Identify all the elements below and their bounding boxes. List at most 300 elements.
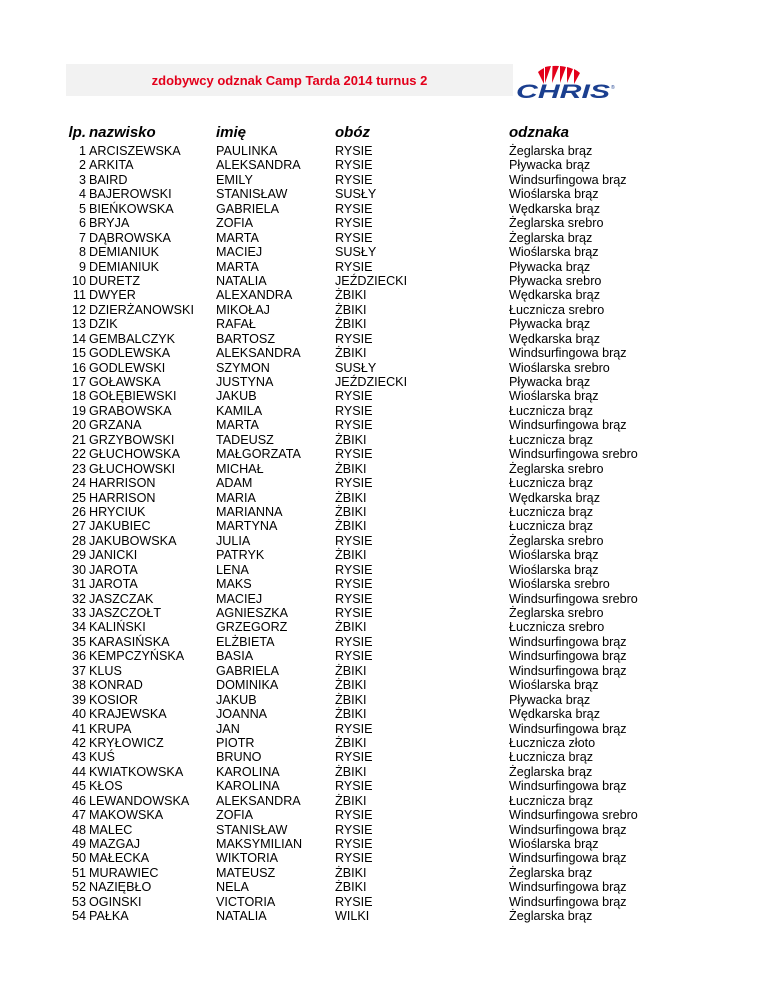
cell-odznaka: Windsurfingowa brąz — [509, 721, 627, 736]
cell-lp: 12 — [71, 302, 86, 317]
cell-oboz: RYSIE — [335, 259, 373, 274]
table-row — [0, 649, 768, 663]
cell-lp: 5 — [78, 201, 86, 216]
cell-oboz: RYSIE — [335, 822, 373, 837]
cell-oboz: ŻBIKI — [335, 302, 367, 317]
cell-imie: ALEKSANDRA — [216, 793, 301, 808]
cell-lp: 19 — [71, 403, 86, 418]
table-row — [0, 779, 768, 793]
table-row — [0, 707, 768, 721]
cell-oboz: ŻBIKI — [335, 288, 367, 303]
cell-odznaka: Wioślarska brąz — [509, 678, 599, 693]
cell-odznaka: Żeglarska srebro — [509, 216, 604, 231]
cell-lp: 43 — [71, 750, 86, 765]
cell-odznaka: Wędkarska brąz — [509, 331, 600, 346]
cell-oboz: RYSIE — [335, 779, 373, 794]
cell-nazwisko: BAIRD — [89, 172, 128, 187]
cell-odznaka: Windsurfingowa srebro — [509, 447, 638, 462]
table-row — [0, 750, 768, 764]
cell-imie: MAŁGORZATA — [216, 447, 301, 462]
cell-odznaka: Windsurfingowa brąz — [509, 822, 627, 837]
cell-odznaka: Windsurfingowa brąz — [509, 880, 627, 895]
cell-oboz: RYSIE — [335, 216, 373, 231]
table-row — [0, 505, 768, 519]
cell-odznaka: Wioślarska brąz — [509, 548, 599, 563]
table-row — [0, 736, 768, 750]
table-row — [0, 216, 768, 230]
cell-oboz: RYSIE — [335, 476, 373, 491]
cell-lp: 7 — [78, 230, 86, 245]
cell-odznaka: Pływacka brąz — [509, 375, 591, 389]
cell-odznaka: Windsurfingowa brąz — [509, 649, 627, 664]
cell-nazwisko: JAKUBIEC — [89, 519, 151, 534]
header-odznaka: odznaka — [509, 124, 570, 141]
cell-oboz: RYSIE — [335, 634, 373, 649]
cell-oboz: ŻBIKI — [335, 519, 367, 534]
cell-odznaka: Pływacka brąz — [509, 317, 591, 332]
cell-oboz: ŻBIKI — [335, 548, 367, 563]
cell-imie: PAULINKA — [216, 144, 278, 158]
cell-lp: 46 — [71, 793, 86, 808]
table-row — [0, 664, 768, 678]
table-row — [0, 693, 768, 707]
table-row — [0, 317, 768, 331]
table-row — [0, 765, 768, 779]
table-row — [0, 288, 768, 302]
cell-nazwisko: DĄBROWSKA — [89, 230, 171, 245]
cell-odznaka: Windsurfingowa brąz — [509, 851, 627, 866]
cell-nazwisko: ARCISZEWSKA — [89, 144, 181, 158]
cell-odznaka: Łucznicza złoto — [509, 735, 596, 750]
cell-lp: 16 — [71, 360, 86, 375]
cell-imie: ADAM — [216, 476, 253, 491]
cell-lp: 48 — [71, 822, 86, 837]
cell-lp: 15 — [71, 346, 86, 361]
cell-lp: 8 — [78, 245, 86, 260]
cell-lp: 34 — [71, 620, 86, 635]
cell-imie: JUSTYNA — [216, 375, 274, 389]
cell-lp: 38 — [71, 678, 86, 693]
cell-oboz: RYSIE — [335, 721, 373, 736]
cell-nazwisko: MAKOWSKA — [89, 808, 164, 823]
table-row — [0, 404, 768, 418]
cell-lp: 11 — [72, 288, 86, 303]
cell-lp: 45 — [71, 779, 86, 794]
cell-nazwisko: GODLEWSKI — [89, 360, 166, 375]
cell-nazwisko: BRYJA — [89, 216, 130, 231]
cell-odznaka: Windsurfingowa brąz — [509, 779, 627, 794]
cell-oboz: RYSIE — [335, 606, 373, 620]
cell-nazwisko: KEMPCZYŃSKA — [89, 649, 185, 664]
cell-odznaka: Żeglarska brąz — [509, 865, 593, 880]
cell-odznaka: Wędkarska brąz — [509, 707, 600, 722]
cell-nazwisko: KRAJEWSKA — [89, 707, 167, 722]
cell-odznaka: Windsurfingowa srebro — [509, 591, 638, 606]
cell-odznaka: Żeglarska srebro — [509, 533, 604, 548]
cell-imie: MAKS — [216, 577, 252, 592]
cell-imie: MARIA — [216, 490, 256, 505]
table-row — [0, 462, 768, 476]
table-row — [0, 476, 768, 490]
cell-imie: BRUNO — [216, 750, 262, 765]
table-row — [0, 447, 768, 461]
cell-imie: NATALIA — [216, 273, 267, 288]
cell-nazwisko: JAROTA — [89, 577, 138, 592]
cell-lp: 28 — [71, 533, 86, 548]
cell-lp: 32 — [71, 591, 86, 606]
cell-odznaka: Windsurfingowa brąz — [509, 634, 627, 649]
cell-imie: GRZEGORZ — [216, 620, 288, 635]
cell-imie: MACIEJ — [216, 245, 263, 260]
table-row — [0, 519, 768, 533]
cell-imie: EMILY — [216, 172, 253, 187]
cell-nazwisko: LEWANDOWSKA — [89, 793, 190, 808]
cell-oboz: ŻBIKI — [335, 735, 367, 750]
cell-imie: NELA — [216, 880, 249, 895]
cell-oboz: ŻBIKI — [335, 461, 367, 476]
cell-nazwisko: MAŁECKA — [89, 851, 150, 866]
header-oboz: obóz — [335, 124, 370, 141]
cell-imie: WIKTORIA — [216, 851, 279, 866]
cell-oboz: JEŹDZIECKI — [335, 273, 408, 288]
cell-oboz: ŻBIKI — [335, 692, 367, 707]
cell-odznaka: Wioślarska srebro — [509, 360, 610, 375]
table-row — [0, 202, 768, 216]
cell-imie: STANISŁAW — [216, 187, 288, 202]
cell-imie: JOANNA — [216, 707, 268, 722]
cell-oboz: SUSŁY — [335, 360, 377, 375]
cell-odznaka: Pływacka srebro — [509, 273, 602, 288]
cell-imie: MACIEJ — [216, 591, 263, 606]
cell-nazwisko: JAKUBOWSKA — [89, 533, 177, 548]
cell-odznaka: Łucznicza srebro — [509, 620, 605, 635]
logo-registered-mark: ® — [611, 85, 615, 91]
cell-lp: 10 — [71, 273, 86, 288]
cell-odznaka: Windsurfingowa brąz — [509, 663, 627, 678]
cell-lp: 35 — [71, 634, 86, 649]
cell-odznaka: Łucznicza brąz — [509, 519, 593, 534]
cell-imie: PIOTR — [216, 735, 255, 750]
cell-oboz: JEŹDZIECKI — [335, 375, 408, 389]
cell-odznaka: Pływacka brąz — [509, 158, 591, 173]
cell-imie: VICTORIA — [216, 894, 276, 909]
cell-odznaka: Wędkarska brąz — [509, 201, 600, 216]
cell-odznaka: Wioślarska brąz — [509, 837, 599, 851]
table-row — [0, 245, 768, 259]
cell-lp: 23 — [71, 461, 86, 476]
cell-imie: BARTOSZ — [216, 331, 276, 346]
cell-imie: KAMILA — [216, 403, 263, 418]
cell-oboz: RYSIE — [335, 331, 373, 346]
cell-lp: 3 — [78, 172, 86, 187]
cell-imie: ZOFIA — [216, 808, 254, 823]
cell-imie: MARTA — [216, 230, 259, 245]
cell-nazwisko: JANICKI — [89, 548, 138, 563]
cell-oboz: RYSIE — [335, 837, 373, 851]
cell-imie: JAKUB — [216, 389, 257, 404]
cell-nazwisko: JAROTA — [89, 562, 138, 577]
cell-lp: 30 — [71, 562, 86, 577]
cell-imie: MIKOŁAJ — [216, 302, 270, 317]
cell-nazwisko: GOŁAWSKA — [89, 375, 161, 389]
table-row — [0, 389, 768, 403]
cell-nazwisko: KUŚ — [89, 750, 115, 765]
table-row — [0, 592, 768, 606]
cell-lp: 13 — [71, 317, 86, 332]
cell-imie: LENA — [216, 562, 249, 577]
cell-imie: BASIA — [216, 649, 254, 664]
table-row — [0, 722, 768, 736]
cell-lp: 9 — [78, 259, 86, 274]
header-lp: lp. — [68, 124, 86, 141]
cell-lp: 49 — [71, 837, 86, 851]
cell-nazwisko: HARRISON — [89, 490, 156, 505]
cell-oboz: RYSIE — [335, 447, 373, 462]
cell-nazwisko: BAJEROWSKI — [89, 187, 172, 202]
cell-lp: 25 — [71, 490, 86, 505]
cell-oboz: RYSIE — [335, 389, 373, 404]
cell-oboz: RYSIE — [335, 201, 373, 216]
cell-imie: MAKSYMILIAN — [216, 837, 303, 851]
cell-oboz: RYSIE — [335, 403, 373, 418]
cell-odznaka: Windsurfingowa brąz — [509, 418, 627, 433]
cell-nazwisko: GRZYBOWSKI — [89, 432, 175, 447]
cell-oboz: ŻBIKI — [335, 678, 367, 693]
table-row — [0, 851, 768, 865]
table-row — [0, 563, 768, 577]
cell-odznaka: Wioślarska brąz — [509, 389, 599, 404]
cell-odznaka: Pływacka brąz — [509, 259, 591, 274]
table-row — [0, 433, 768, 447]
cell-odznaka: Żeglarska brąz — [509, 909, 593, 924]
cell-oboz: ŻBIKI — [335, 663, 367, 678]
cell-imie: JAKUB — [216, 692, 257, 707]
cell-odznaka: Żeglarska srebro — [509, 461, 604, 476]
table-row — [0, 534, 768, 548]
cell-oboz: ŻBIKI — [335, 880, 367, 895]
table-row — [0, 635, 768, 649]
cell-nazwisko: GŁUCHOWSKA — [89, 447, 180, 462]
cell-odznaka: Żeglarska brąz — [509, 144, 593, 158]
table-row — [0, 880, 768, 894]
cell-imie: KAROLINA — [216, 764, 280, 779]
cell-odznaka: Żeglarska srebro — [509, 606, 604, 620]
cell-imie: KAROLINA — [216, 779, 280, 794]
cell-nazwisko: GOŁĘBIEWSKI — [89, 389, 177, 404]
header-imie: imię — [216, 124, 247, 141]
cell-imie: MARIANNA — [216, 504, 283, 519]
cell-imie: JULIA — [216, 533, 251, 548]
cell-nazwisko: KARASIŃSKA — [89, 634, 170, 649]
cell-lp: 47 — [71, 808, 86, 823]
cell-imie: MARTYNA — [216, 519, 278, 534]
cell-lp: 24 — [71, 476, 86, 491]
table-row — [0, 361, 768, 375]
cell-nazwisko: MALEC — [89, 822, 133, 837]
cell-odznaka: Wędkarska brąz — [509, 288, 600, 303]
cell-nazwisko: KOSIOR — [89, 692, 138, 707]
cell-imie: JAN — [216, 721, 240, 736]
chris-logo — [514, 58, 618, 104]
cell-imie: TADEUSZ — [216, 432, 274, 447]
cell-imie: ALEKSANDRA — [216, 158, 301, 173]
cell-imie: MATEUSZ — [216, 865, 276, 880]
logo-text: CHRIS — [516, 82, 611, 103]
cell-nazwisko: NAZIĘBŁO — [89, 880, 152, 895]
cell-nazwisko: DEMIANIUK — [89, 245, 159, 260]
cell-imie: MICHAŁ — [216, 461, 264, 476]
cell-imie: PATRYK — [216, 548, 265, 563]
cell-nazwisko: JASZCZAK — [89, 591, 154, 606]
cell-lp: 6 — [78, 216, 86, 231]
cell-lp: 18 — [71, 389, 86, 404]
cell-lp: 39 — [71, 692, 86, 707]
badge-table — [0, 144, 768, 924]
cell-odznaka: Łucznicza brąz — [509, 476, 593, 491]
cell-lp: 20 — [71, 418, 86, 433]
cell-oboz: SUSŁY — [335, 245, 377, 260]
cell-lp: 36 — [71, 649, 86, 664]
cell-odznaka: Łucznicza brąz — [509, 750, 593, 765]
cell-oboz: RYSIE — [335, 562, 373, 577]
cell-odznaka: Łucznicza srebro — [509, 302, 605, 317]
cell-lp: 44 — [71, 764, 86, 779]
cell-oboz: RYSIE — [335, 158, 373, 173]
cell-lp: 2 — [78, 158, 86, 173]
cell-lp: 22 — [71, 447, 86, 462]
cell-nazwisko: HRYCIUK — [89, 504, 146, 519]
cell-odznaka: Wioślarska brąz — [509, 562, 599, 577]
cell-imie: DOMINIKA — [216, 678, 279, 693]
cell-nazwisko: GEMBALCZYK — [89, 331, 176, 346]
cell-oboz: RYSIE — [335, 591, 373, 606]
cell-imie: GABRIELA — [216, 663, 279, 678]
table-row — [0, 678, 768, 692]
cell-lp: 1 — [78, 144, 86, 158]
cell-lp: 37 — [71, 663, 86, 678]
cell-imie: SZYMON — [216, 360, 270, 375]
cell-lp: 17 — [71, 375, 86, 389]
cell-nazwisko: DEMIANIUK — [89, 259, 159, 274]
cell-odznaka: Wędkarska brąz — [509, 490, 600, 505]
cell-nazwisko: BIEŃKOWSKA — [89, 201, 174, 216]
table-row — [0, 577, 768, 591]
cell-nazwisko: GŁUCHOWSKI — [89, 461, 176, 476]
cell-lp: 27 — [71, 519, 86, 534]
table-row — [0, 794, 768, 808]
cell-oboz: ŻBIKI — [335, 865, 367, 880]
cell-odznaka: Windsurfingowa srebro — [509, 808, 638, 823]
cell-odznaka: Windsurfingowa brąz — [509, 172, 627, 187]
cell-oboz: RYSIE — [335, 649, 373, 664]
cell-nazwisko: DZIERŻANOWSKI — [89, 302, 194, 317]
cell-imie: MARTA — [216, 259, 259, 274]
table-row — [0, 620, 768, 634]
table-row — [0, 909, 768, 923]
table-header — [0, 124, 768, 144]
cell-odznaka: Łucznicza brąz — [509, 403, 593, 418]
table-row — [0, 346, 768, 360]
cell-lp: 50 — [71, 851, 86, 866]
cell-nazwisko: KLUS — [89, 663, 122, 678]
cell-oboz: ŻBIKI — [335, 620, 367, 635]
cell-nazwisko: OGINSKI — [89, 894, 142, 909]
header-nazwisko: nazwisko — [89, 124, 156, 141]
cell-oboz: RYSIE — [335, 750, 373, 765]
cell-odznaka: Wioślarska srebro — [509, 577, 610, 592]
cell-nazwisko: HARRISON — [89, 476, 156, 491]
table-row — [0, 418, 768, 432]
table-row — [0, 144, 768, 158]
cell-nazwisko: GODLEWSKA — [89, 346, 171, 361]
cell-odznaka: Pływacka brąz — [509, 692, 591, 707]
cell-oboz: RYSIE — [335, 144, 373, 158]
cell-lp: 41 — [71, 721, 86, 736]
cell-lp: 40 — [71, 707, 86, 722]
cell-nazwisko: KALIŃSKI — [89, 620, 146, 635]
cell-nazwisko: ARKITA — [89, 158, 134, 173]
cell-imie: ALEXANDRA — [216, 288, 293, 303]
cell-oboz: ŻBIKI — [335, 764, 367, 779]
table-row — [0, 303, 768, 317]
cell-imie: ALEKSANDRA — [216, 346, 301, 361]
title-bar — [66, 64, 513, 96]
cell-imie: ZOFIA — [216, 216, 254, 231]
cell-nazwisko: PAŁKA — [89, 909, 129, 924]
cell-nazwisko: DWYER — [89, 288, 136, 303]
table-row — [0, 375, 768, 389]
table-row — [0, 187, 768, 201]
cell-imie: AGNIESZKA — [216, 606, 289, 620]
cell-nazwisko: KŁOS — [89, 779, 123, 794]
cell-oboz: ŻBIKI — [335, 793, 367, 808]
cell-nazwisko: KRYŁOWICZ — [89, 735, 164, 750]
table-row — [0, 158, 768, 172]
cell-odznaka: Wioślarska brąz — [509, 187, 599, 202]
cell-nazwisko: GRZANA — [89, 418, 142, 433]
cell-lp: 33 — [71, 606, 86, 620]
cell-lp: 54 — [71, 909, 86, 924]
cell-lp: 51 — [71, 865, 86, 880]
cell-oboz: RYSIE — [335, 533, 373, 548]
cell-nazwisko: KWIATKOWSKA — [89, 764, 184, 779]
cell-oboz: ŻBIKI — [335, 490, 367, 505]
cell-oboz: ŻBIKI — [335, 432, 367, 447]
cell-oboz: RYSIE — [335, 418, 373, 433]
table-row — [0, 895, 768, 909]
table-row — [0, 823, 768, 837]
cell-oboz: SUSŁY — [335, 187, 377, 202]
cell-odznaka: Żeglarska brąz — [509, 230, 593, 245]
cell-odznaka: Łucznicza brąz — [509, 504, 593, 519]
table-row — [0, 231, 768, 245]
cell-imie: NATALIA — [216, 909, 267, 924]
table-row — [0, 332, 768, 346]
cell-lp: 42 — [71, 735, 86, 750]
cell-lp: 4 — [78, 187, 86, 202]
cell-oboz: ŻBIKI — [335, 707, 367, 722]
cell-oboz: RYSIE — [335, 577, 373, 592]
cell-nazwisko: JASZCZOŁT — [89, 606, 162, 620]
cell-odznaka: Łucznicza brąz — [509, 432, 593, 447]
table-row — [0, 548, 768, 562]
cell-oboz: ŻBIKI — [335, 504, 367, 519]
cell-odznaka: Żeglarska brąz — [509, 764, 593, 779]
table-row — [0, 866, 768, 880]
cell-oboz: RYSIE — [335, 808, 373, 823]
cell-lp: 21 — [71, 432, 86, 447]
cell-lp: 52 — [71, 880, 86, 895]
